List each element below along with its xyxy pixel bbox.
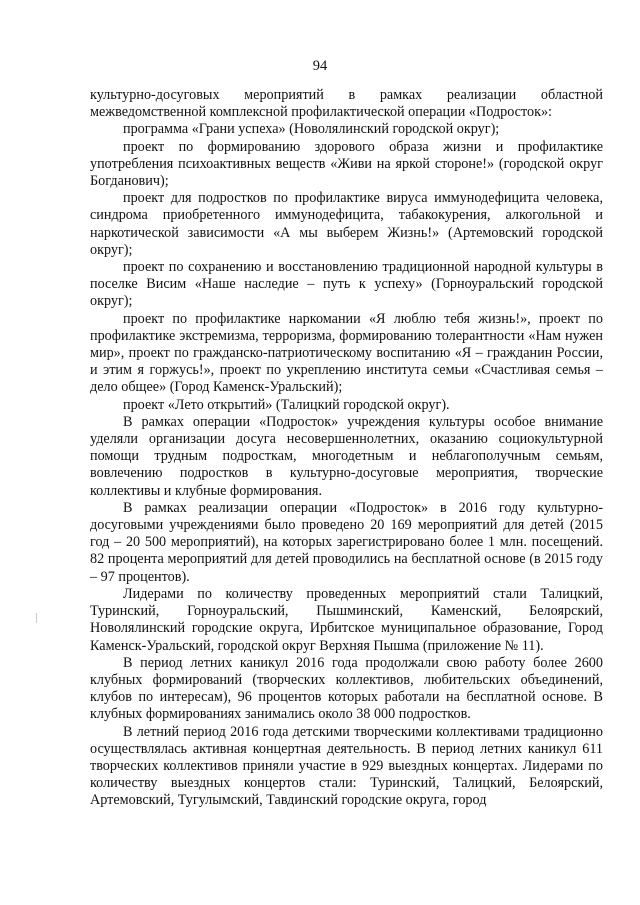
paragraph-2: программа «Грани успеха» (Новолялинский городской округ); (123, 121, 500, 138)
paragraph-3: проект по формированию здорового образа жизни и профилактике употребления психоактивных веществ «Живи на яркой стороне!» (городской округ Богданович); (90, 138, 603, 190)
page-number: 94 (312, 58, 328, 74)
paragraph-9: В рамках реализации операции «Подросток» в 2016 году культурно-досуговыми учреждениями было проведено 20 169 мероприятий для детей (2015 год – 20 500 мероприятий), на которых зарегистрировано более 1 млн. посещений. 82 процента мероприятий для детей проводились на бесплатной основе (в 2015 году – 97 процентов). (90, 499, 603, 585)
paragraph-12: В летний период 2016 года детскими творческими коллективами традиционно осуществлялась активная концертная деятельность. В период летних каникул 611 творческих коллективов приняли участие в 929 выездных концертах. Лидерами по количеству выездных концертов стали: Туринский, Талицкий, Белоярский, Артемовский, Тугулымский, Тавдинский городские округа, город (90, 723, 603, 809)
paragraph-4: проект для подростков по профилактике вируса иммунодефицита человека, синдрома приобретенного иммунодефицита, табакокурения, алкогольной и наркотической зависимости «А мы выберем Жизнь!» (Артемовский городской округ); (90, 190, 603, 258)
paragraph-6: проект по профилактике наркомании «Я люблю тебя жизнь!», проект по профилактике экстремизма, терроризма, формированию толерантности «Нам нужен мир», проект по гражданско-патриотическому воспитанию «Я – гражданин России, и этим я горжусь!», проект по укреплению института семьи «Счастливая семья – дело общее» (Город Каменск-Уральский); (90, 310, 603, 396)
margin-mark (36, 613, 37, 623)
paragraph-11: В период летних каникул 2016 года продолжали свою работу более 2600 клубных формирований (творческих коллективов, любительских объединений, клубов по интересам), 96 процентов которых работали на бесплатной основе. В клубных формированиях занимались около 38 000 подростков. (90, 654, 603, 723)
paragraph-10: Лидерами по количеству проведенных мероприятий стали Талицкий, Туринский, Горноуральский, Пышминский, Каменский, Белоярский, Новолялинский городские округа, Ирбитское муниципальное образование, Город Каменск-Уральский, городской округ Верхняя Пышма (приложение № 11). (90, 585, 603, 654)
page-body (90, 87, 603, 810)
paragraph-5: проект по сохранению и восстановлению традиционной народной культуры в поселке Висим «Наше наследие – путь к успеху» (Горноуральский городской округ); (90, 259, 603, 310)
paragraph-1: культурно-досуговых мероприятий в рамках реализации областной межведомственной комплексной профилактической операции «Подросток»: (90, 87, 603, 121)
paragraph-8: В рамках операции «Подросток» учреждения культуры особое внимание уделяли организации досуга несовершеннолетних, оказанию социокультурной помощи трудным подросткам, многодетным и неблагополучным семьям, вовлечению подростков в культурно-досуговые мероприятия, творческие коллективы и клубные формирования. (90, 413, 603, 499)
paragraph-7: проект «Лето открытий» (Талицкий городской округ). (123, 396, 450, 413)
